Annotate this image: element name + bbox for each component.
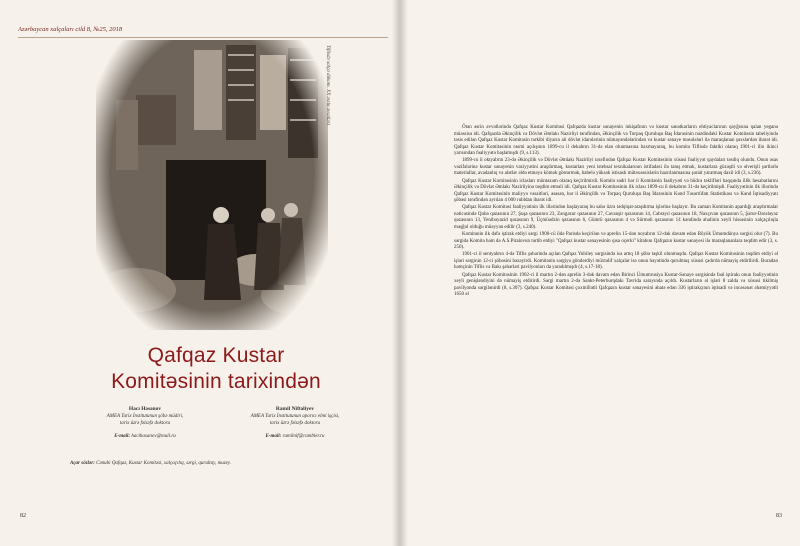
keywords xyxy=(70,461,370,466)
author-2 xyxy=(220,406,370,440)
body-paragraph: Komitənin ilk dəfə iştirak etdiyi sərgi 1900-cü ildə Parisdə keçirilən və aprelin 15-dən noyabrın 12-dək davam edən Böyük Ümumdünya sərgisi olur (7). Bu sərgidə Komitə həm də A.S.Piralovun tərtib etdiyi "Qafqaz kustar sənayesinin qısa oçerki" kitabını Qafqazın kustar sənayesi ilə maraqlananlara təqdim edir (3, s. 250). xyxy=(454,232,778,251)
body-paragraph: 1899-cu il oktyabrın 23-də Əkinçilik və Dövlət Əmlakı Nazirliyi tərəfindən Qafqaz Kustar Komitəsinin xüsusi fəaliyyət qaydaları təsdiq olundu. Onun əsas vəzifələrinə kustar sənayenin vəziyyətini araşdırmaq, kustarları yeni istehsal texnikalarının istifadəsi ilə tanış etmək, kustarlara güzəştli və əlverişli şərtlərlə materiallar, avadanlıq və alətlər əldə etməyə kömək göstərmək, habelə yüksək istisaslı mütəxəssislərin hazırlanmasına şərait yaratmaq daxil idi (3, s.236). xyxy=(454,158,778,177)
author-2-email-line xyxy=(220,433,370,440)
keywords-text: Cənubi Qafqaz, Kustar Komitəsi, xalçaçılıq, sərgi, qurultay, muzey. xyxy=(96,461,232,466)
page-number-right: 83 xyxy=(776,513,782,519)
author-2-affiliation-1: AMEA Tarix İnstitutunun aparıcı elmi işçisi, xyxy=(250,414,340,419)
author-1-email-label: E-mail: xyxy=(114,434,131,439)
photo-caption: Tiflisdə xalça dükanı. XX əsrin əvvəlləri xyxy=(325,45,330,125)
body-paragraph: Qafqaz Kustar Komitəsinin 1902-ci il martın 2-dən aprelin 3-dək davam edən Birinci Ümumrusiya Kustar-Sənaye sərgisində fəal iştirakı onun fəaliyyətinin xeyli genişləndiyini də nümayiş etdirirdi. Sərgi martın 2-də Sankt-Peterburqdakı Tavrida sarayında açıldı. Kustarların əl işləri 8 zalda və xüsusi tikilmiş pavilyonda sərgilənirdi (8, s.307). Qafqaz Kustar Komitəsi çoxmillətli Qafqazın kustar sənayesini əhatə edən 336 iştirakçının iqtisadi və incəsənət əhəmiyyətli 1650 əl xyxy=(454,272,778,298)
article-title xyxy=(96,343,336,395)
spine-gutter xyxy=(392,0,408,546)
header-rule xyxy=(18,37,388,38)
page-number-left: 82 xyxy=(20,513,26,519)
author-1-affiliation-2: tarix üzrə fəlsəfə doktoru xyxy=(119,421,171,426)
body-paragraph: 1901-ci il sentyabrın 4-də Tiflis şəhərində açılan Qafqaz Yubiley sərgisində isə artıq 18 şöbə təşkil olunmuşdu. Qafqaz Kustar Komitəsinin təqdim etdiyi əl işləri sərginin 12-ci şöbəsini bəzəyirdi. Komitənin sərgiyə göndərdiyi müxtəlif xalçalar isə onun həyətində qurulmuş xüsusi çadırda nümayiş etdirilirdi. Buradan həmçinin Tiflis və Bakı şəhərləri pavilyonları da yaradılmışdı (4, s.17-18). xyxy=(454,252,778,271)
journal-name: Azərbaycan xalçaları xyxy=(18,26,74,33)
author-1-name: Hacı Həsənov xyxy=(128,406,162,412)
carpet-shop-photo xyxy=(96,40,328,330)
article-title-line2: Komitəsinin tarixindən xyxy=(111,370,321,393)
author-1-email-line xyxy=(70,433,220,440)
body-paragraph: Qafqaz Kustar Komitəsinin iclasları müntəzəm olaraq keçirilmirdi. Komitə sədri hər il Komitənin fəaliyyəti və büdcə təklifləri haqqında illik hesabatlarını Əkinçilik və Dövlət Əmlakı Nazirliyinə təqdim etməli idi. Qafqaz Kustar Komitəsinin ilk iclası 1899-cu il dekabrın 31-də keçirilmişdi. Fəaliyyətinin ilk illərində Qafqaz Kustar Komitəsinin maliyyə vəsaitləri, əsasən, hər il Əkinçilik və Torpaq Quruluşu Baş İdarəsinin Kənd Təsərrüfatı Statistikası və Kənd İqtisadiyyatı şöbəsi tərəfindən ayrılan 4 000 rubldan ibarət idi. xyxy=(454,178,778,204)
journal-header xyxy=(18,26,122,33)
author-1 xyxy=(70,406,220,440)
author-1-affiliation-1: AMEA Tarix İnstitutunun şöbə müdiri, xyxy=(106,414,184,419)
body-paragraph: Qafqaz Kustar Komitəsi fəaliyyətinin ilk illərindən başlayaraq bu sahə üzrə tədqiqat-araşdırma işlərinə başlayır. Bu zaman Komitənin apardığı araşdırmalar nəticəsində Quba qəzasının 27, Şuşa qəzasının 23, Zəngəzur qəzasının 27, Cavanşir qəzasının 14, Cəbrayıl qəzasının 18, Naxçıvan qəzasının 5, Şərur-Dərələyəz qəzasının 13, Yenibəyazid qəzasının 9, Üçmüədzin qəzasının 6, Gümrü qəzasının 4 və Sürməli qəzasının 14 kəndində əhalinin xeyli hissəsinin xalçaçılıqla məşğul olduğu müəyyən edilir (3, s.240). xyxy=(454,205,778,230)
photo-illustration xyxy=(96,40,328,330)
keywords-label: Açar sözlər: xyxy=(70,461,95,466)
article-body xyxy=(454,125,778,299)
author-2-name: Ramil Niftəliyev xyxy=(275,406,315,412)
author-2-email[interactable]: ramilnif@rambler.ru xyxy=(282,434,325,439)
author-2-email-label: E-mail: xyxy=(265,434,282,439)
journal-issue: cild 8, №25, 2018 xyxy=(75,26,123,33)
article-title-line1: Qafqaz Kustar xyxy=(147,344,285,367)
author-2-affiliation-2: tarix üzrə fəlsəfə doktoru xyxy=(269,421,321,426)
body-paragraph: Ötən əsrin əvvəllərində Qafqaz Kustar Komitəsi Qafqazda kustar sənayenin inkişafının və kustar sənətkarların ehtiyaclarının qayğısına qalan yeganə müəssisə idi. Qafqazda Əkinçilik və Dövlət Əmlakı Nazirliyi tərəfindən, Əkinçilik və Torpaq Quruluşu Baş İdarəsinin nəzdindəki Kustar Komitəsin tabeliyində təsis edilən Qafqaz Kustar Komitəsin tərkibi diyarın ali dövlət idarələrinin nümayəndələrindən və kustar sənaye məsələləri ilə maraqlanan şəxslərdən ibarət idi. Qafqaz Kustar Komitəsinin rəsmi açılışının 1899-cu il dekabrın 31-də elan olunmasına baxmayaraq, bu komitə Tiflisdə faktiki olaraq 1901-ci ilin ikinci yarısından fəaliyyətə başlamışdı (9, s.113). xyxy=(454,125,778,157)
author-1-email[interactable]: hacihasanov@mail.ru xyxy=(131,434,176,439)
